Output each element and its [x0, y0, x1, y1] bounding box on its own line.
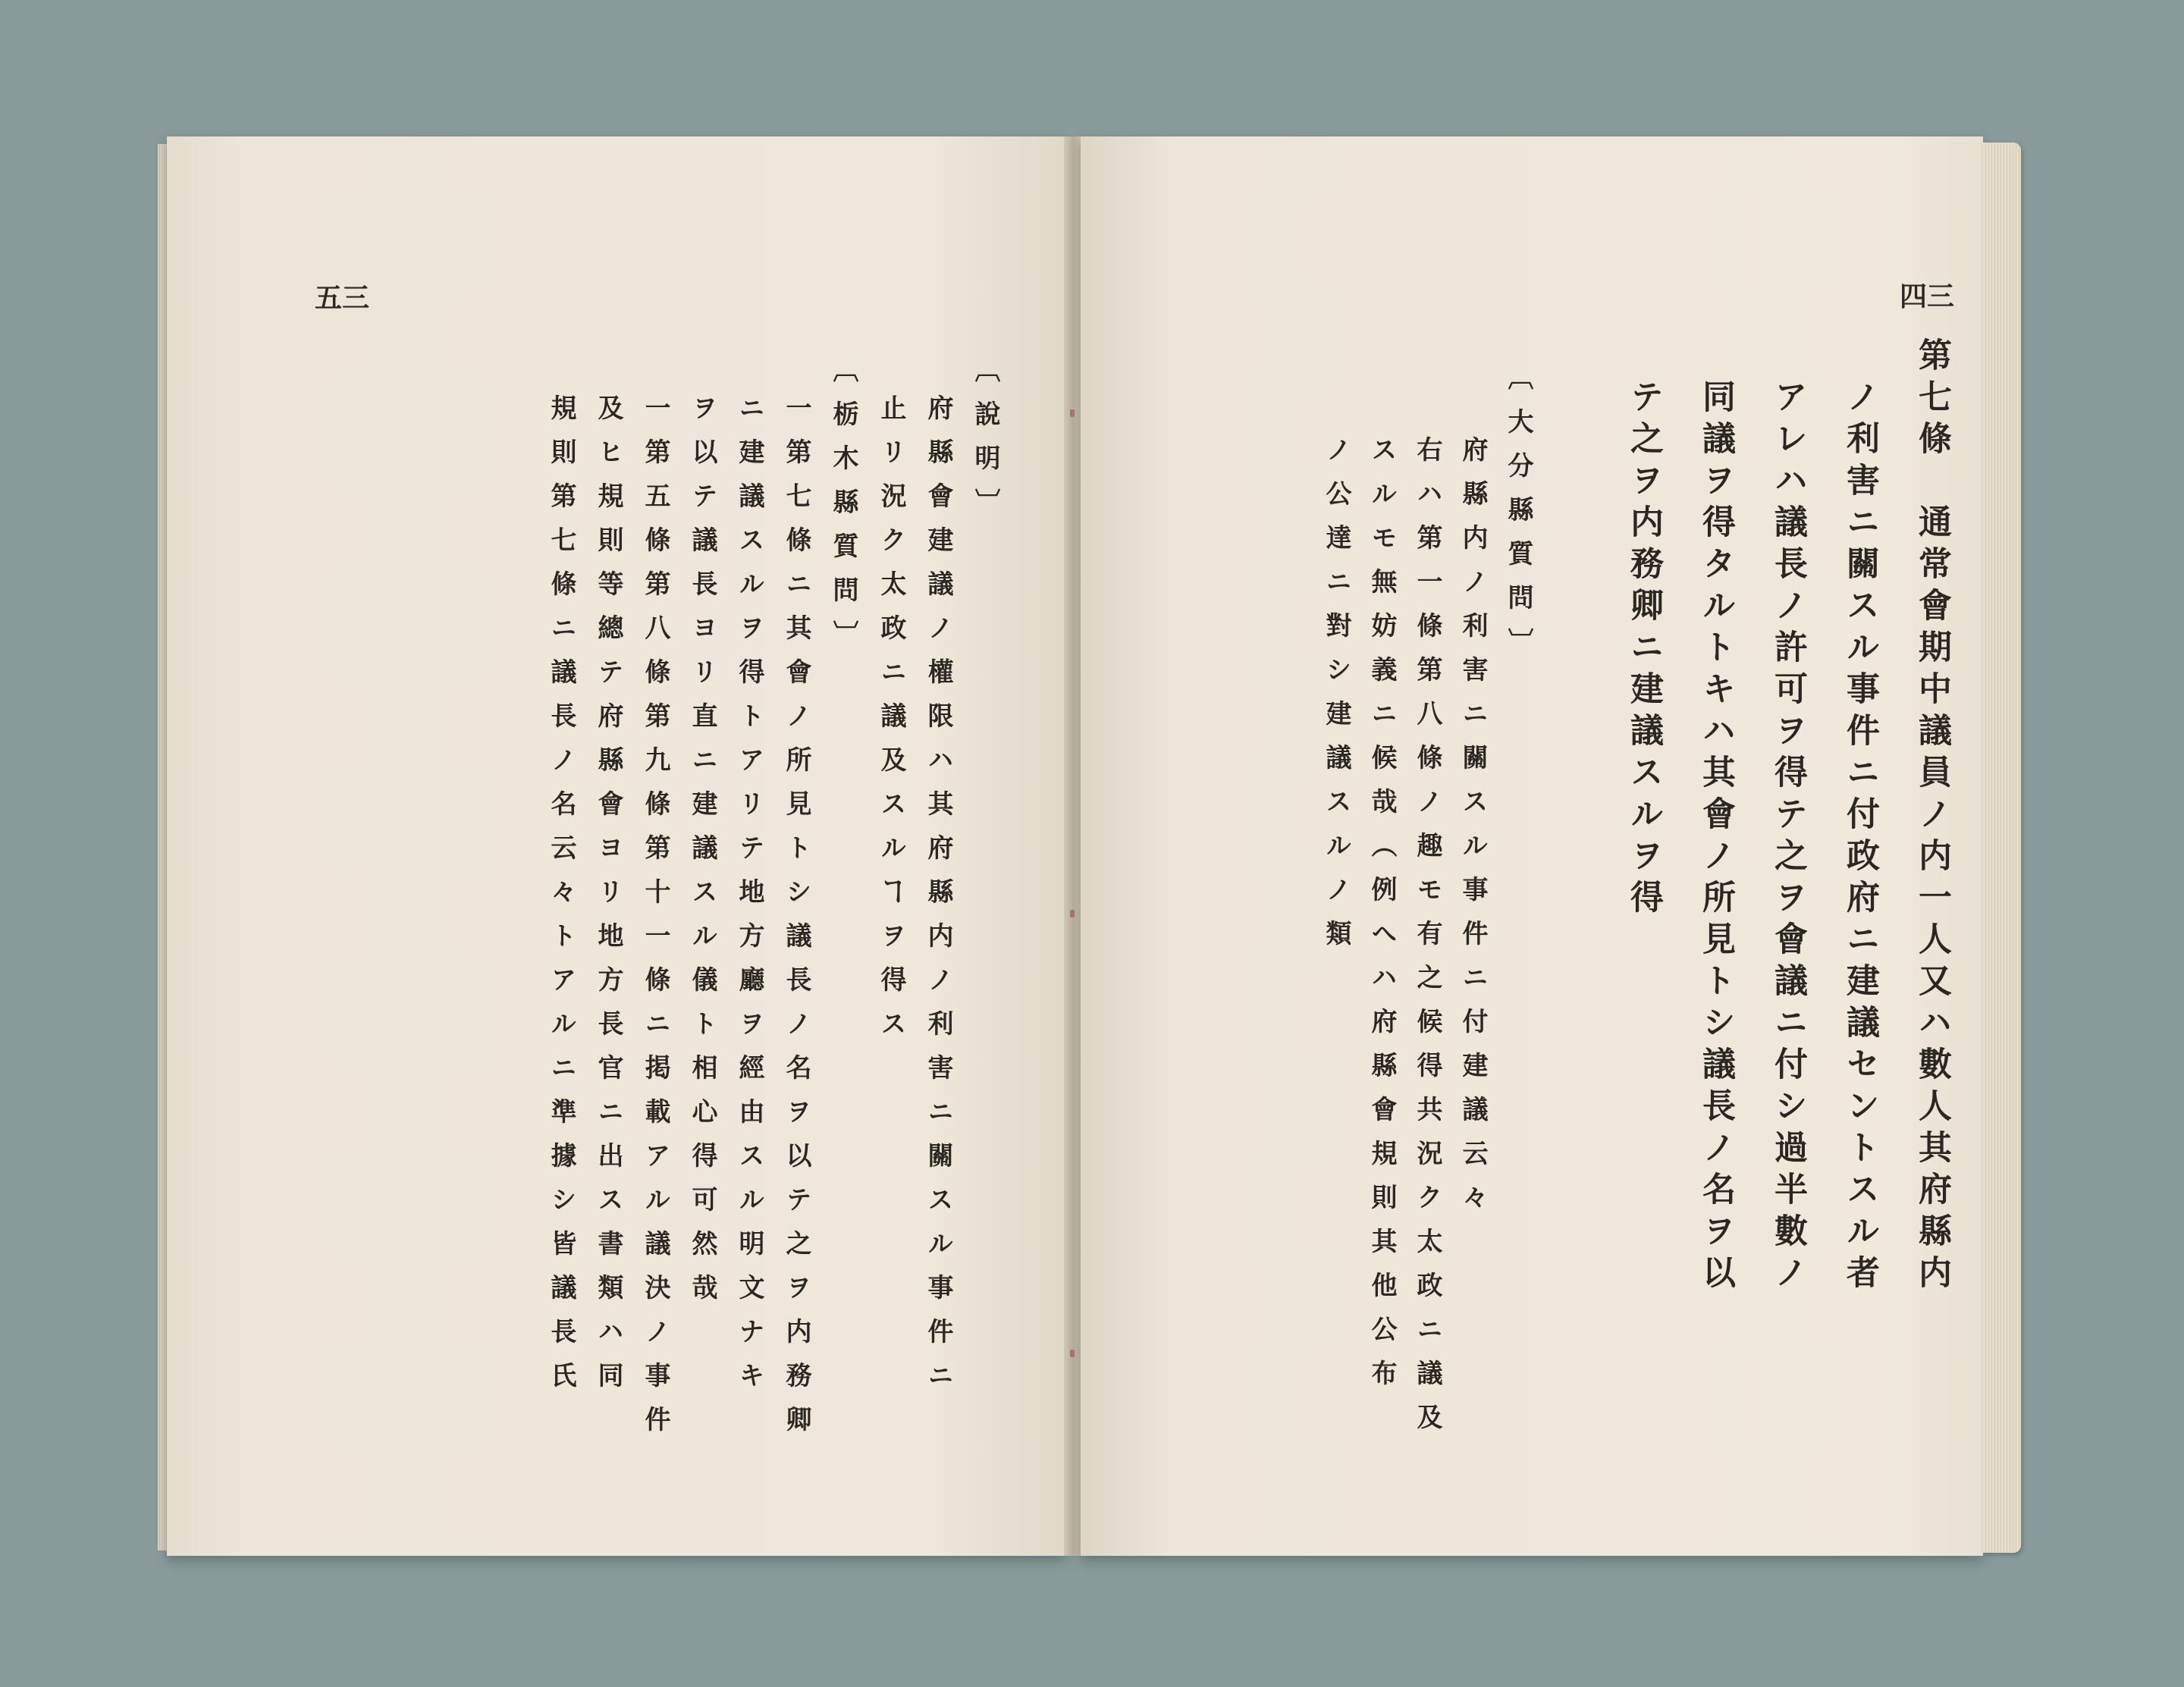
binding-stitch [1070, 1350, 1075, 1357]
left-column-8: 一第五條第八條第九條第十一條ニ掲載アル議決ノ事件 [640, 394, 670, 1450]
open-book [152, 136, 2032, 1562]
question-column-4: スルモ無妨義ニ候哉（例へハ府縣會規則其他公布 [1367, 436, 1397, 1403]
left-column-7: ヲ以テ議長ヨリ直ニ建議スル儀ト相心得可然哉 [687, 394, 717, 1318]
article-column-5: テ之ヲ内務卿ニ建議スルヲ得 [1624, 379, 1663, 921]
left-column-6: ニ建議スルヲ得トアリテ地方廳ヲ經由スル明文ナキ [734, 394, 764, 1406]
article-column-2: ノ利害ニ關スル事件ニ付政府ニ建議セントスル者 [1840, 379, 1879, 1297]
left-column-2: 府縣會建議ノ權限ハ其府縣内ノ利害ニ關スル事件ニ [923, 394, 953, 1406]
binding-stitch [1070, 910, 1075, 917]
left-column-9: 及ヒ規則等總テ府縣會ヨリ地方長官ニ出ス書類ハ同 [593, 394, 623, 1406]
left-page [167, 136, 1065, 1556]
article-column-4: 同議ヲ得タルトキハ其會ノ所見トシ議長ノ名ヲ以 [1696, 379, 1735, 1297]
left-page-number: 五三 [315, 282, 370, 314]
question-column-2: 府縣内ノ利害ニ關スル事件ニ付建議云々 [1458, 436, 1488, 1228]
left-column-4: 〔栃木縣質問〕 [828, 356, 858, 664]
right-page-edges [1983, 143, 2021, 1553]
left-column-10: 規則第七條ニ議長ノ名云々トアルニ準據シ皆議長氏 [546, 394, 576, 1406]
right-page-number: 四三 [1900, 281, 1955, 312]
left-column-3: 止リ況ク太政ニ議及スルヿヲ得ス [876, 394, 906, 1054]
left-column-1: 〔說明〕 [970, 356, 1000, 532]
article-column-3: アレハ議長ノ許可ヲ得テ之ヲ會議ニ付シ過半數ノ [1768, 379, 1807, 1297]
question-column-5: ノ公達ニ對シ建議スルノ類 [1321, 436, 1351, 964]
oita-question-heading: 〔大分縣質問〕 [1503, 364, 1533, 672]
book-gutter [1064, 136, 1082, 1556]
question-column-3: 右ハ第一條第八條ノ趣モ有之候得共況ク太政ニ議及 [1412, 436, 1442, 1447]
binding-stitch [1070, 409, 1075, 417]
article-column-1: 第七條 通常會期中議員ノ内一人又ハ數人其府縣内 [1913, 337, 1951, 1297]
right-page [1081, 136, 1983, 1556]
left-column-5: 一第七條ニ其會ノ所見トシ議長ノ名ヲ以テ之ヲ内務卿 [781, 394, 811, 1450]
